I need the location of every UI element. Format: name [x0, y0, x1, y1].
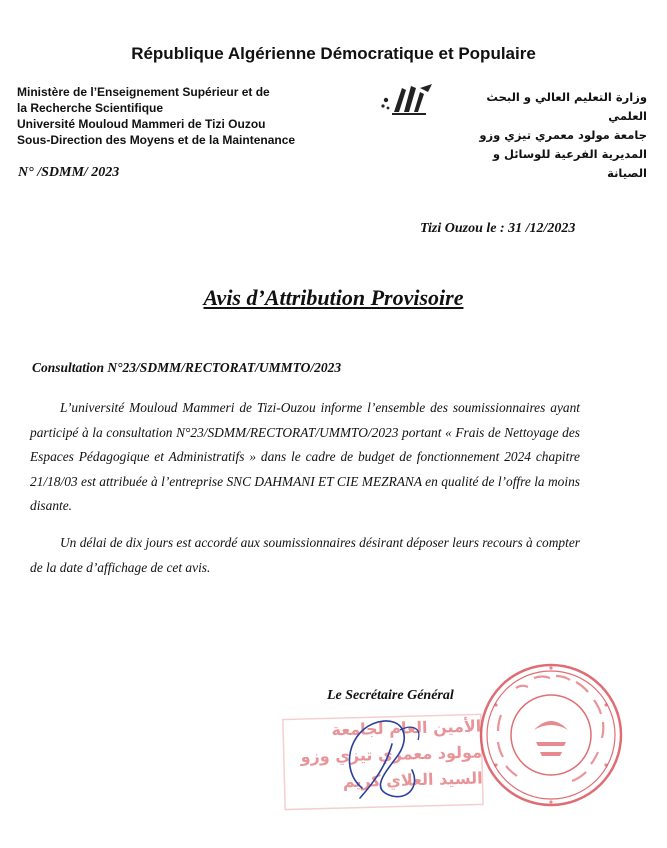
- document-date: Tizi Ouzou le : 31 /12/2023: [420, 221, 576, 236]
- handwritten-signature-icon: [300, 700, 460, 810]
- arabic-institution-header: [457, 88, 647, 183]
- signatory-title: Le Secrétaire Général: [327, 688, 454, 703]
- ministry-line-2: la Recherche Scientifique: [17, 101, 164, 115]
- arabic-subdirection-line: المديرية الفرعية للوسائل و الصيانة: [492, 147, 647, 180]
- document-title: Avis d’Attribution Provisoire: [203, 285, 464, 310]
- stamp-line-2: مولود معمري تيزي وزو: [300, 742, 483, 767]
- round-seal-icon: [476, 660, 626, 810]
- body-paragraph-2: Un délai de dix jours est accordé aux soumissionnaires désirant déposer leurs recours à compter de la date d’affichage de cet avis.: [30, 535, 580, 575]
- stamp-line-1: الأمين العام لجامعة: [331, 716, 482, 740]
- reference-number: N° /SDMM/ 2023: [18, 165, 120, 180]
- university-line: Université Mouloud Mammeri de Tizi Ouzou: [17, 117, 266, 131]
- subdirection-line: Sous-Direction des Moyens et de la Maintenance: [17, 133, 296, 147]
- consultation-number: Consultation N°23/SDMM/RECTORAT/UMMTO/2023: [32, 360, 342, 375]
- university-logo-icon: [376, 82, 438, 116]
- country-heading: République Algérienne Démocratique et Populaire: [131, 44, 536, 63]
- french-institution-header: [17, 84, 295, 148]
- arabic-university-line: جامعة مولود معمري تيزي وزو: [479, 128, 647, 142]
- arabic-ministry-line: وزارة التعليم العالي و البحث العلمي: [486, 90, 647, 123]
- body-paragraph-1: L’université Mouloud Mammeri de Tizi-Ouzou informe l’ensemble des soumissionnaires ayant participé à la consultation N°23/SDMM/RECTORAT/UMMTO/2023 portant « Frais de Nettoyage des Espaces Pédagogique et Administratifs » dans le cadre de budget de fonctionnement 2024 chapitre 21/18/03 est attribuée à l’entreprise SNC DAHMANI ET CIE MEZRANA en qualité de l’offre la moins disante.: [30, 400, 580, 513]
- ministry-line-1: Ministère de l’Enseignement Supérieur et de: [17, 85, 270, 99]
- stamp-line-3: السيد العلاي كريم: [342, 768, 483, 792]
